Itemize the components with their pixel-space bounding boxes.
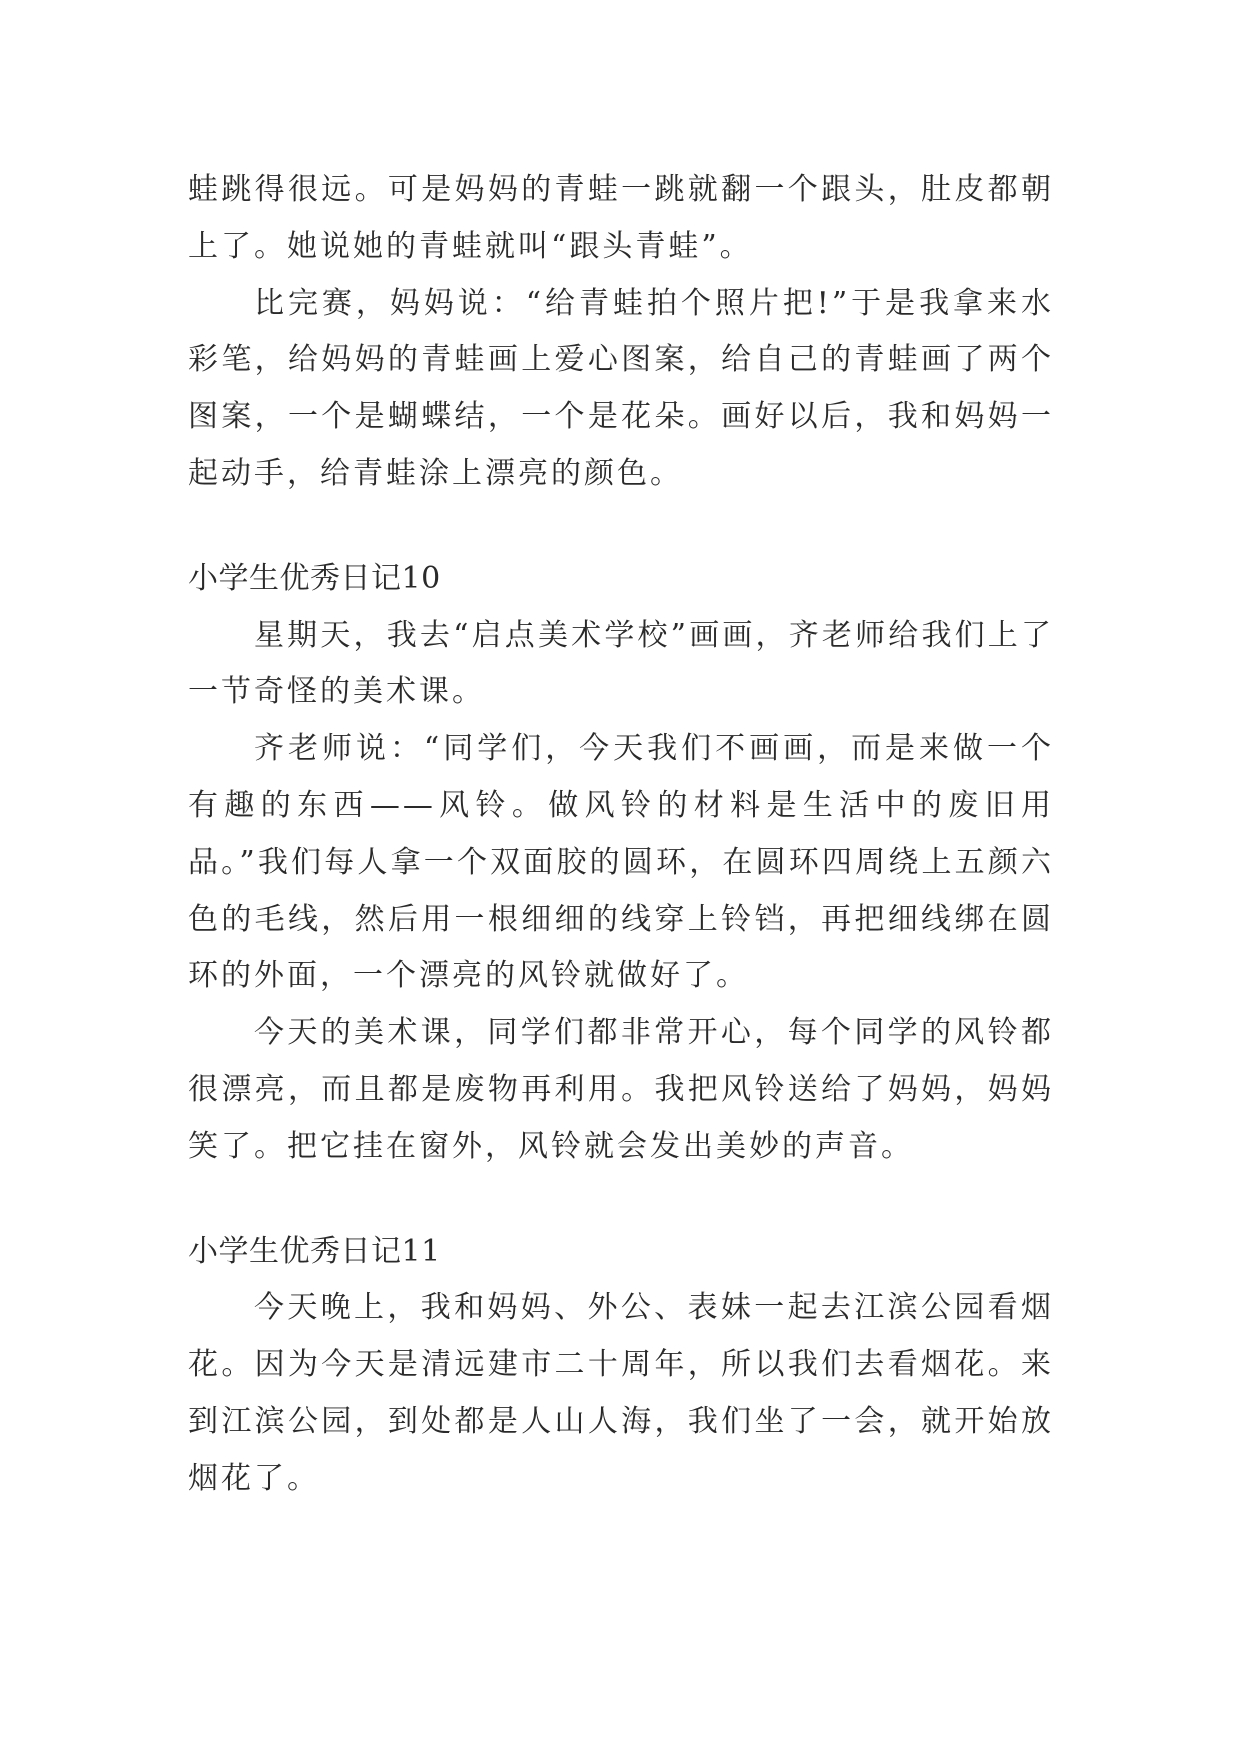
paragraph-continuation: 蛙跳得很远。可是妈妈的青蛙一跳就翻一个跟头，肚皮都朝上了。她说她的青蛙就叫“跟头青蛙”。 xyxy=(188,172,1054,264)
document-body xyxy=(188,162,1054,1508)
section-title-10: 小学生优秀日记10 xyxy=(188,560,441,596)
paragraph: 今天的美术课，同学们都非常开心，每个同学的风铃都很漂亮，而且都是废物再利用。我把风铃送给了妈妈，妈妈笑了。把它挂在窗外，风铃就会发出美妙的声音。 xyxy=(188,1015,1054,1164)
paragraph: 齐老师说：“同学们，今天我们不画画，而是来做一个有趣的东西——风铃。做风铃的材料是生活中的废旧用品。”我们每人拿一个双面胶的圆环，在圆环四周绕上五颜六色的毛线，然后用一根细细的线穿上铃铛，再把细线绑在圆环的外面，一个漂亮的风铃就做好了。 xyxy=(188,731,1054,994)
paragraph: 今天晚上，我和妈妈、外公、表妹一起去江滨公园看烟花。因为今天是清远建市二十周年，所以我们去看烟花。来到江滨公园，到处都是人山人海，我们坐了一会，就开始放烟花了。 xyxy=(188,1290,1054,1496)
section-title-11: 小学生优秀日记11 xyxy=(188,1233,441,1269)
paragraph: 比完赛，妈妈说：“给青蛙拍个照片把!”于是我拿来水彩笔，给妈妈的青蛙画上爱心图案，给自己的青蛙画了两个图案，一个是蝴蝶结，一个是花朵。画好以后，我和妈妈一起动手，给青蛙涂上漂亮的颜色。 xyxy=(188,285,1054,491)
paragraph: 星期天，我去“启点美术学校”画画，齐老师给我们上了一节奇怪的美术课。 xyxy=(188,617,1054,710)
